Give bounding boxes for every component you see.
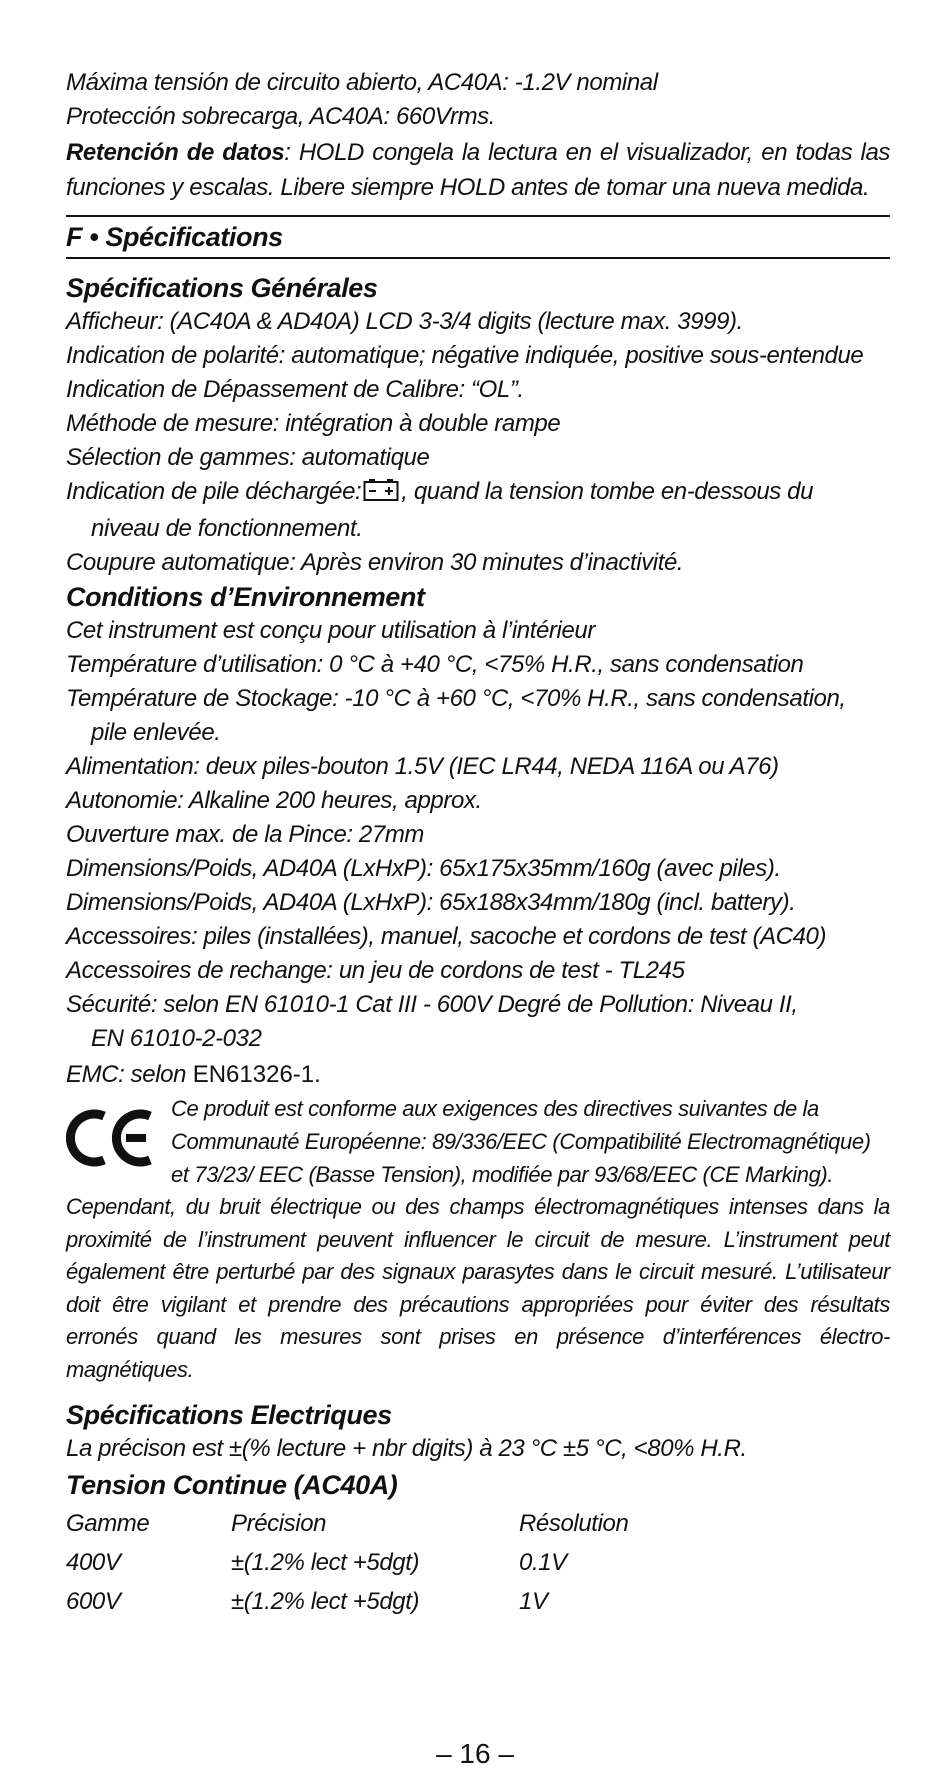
spec-line-overrange: Indication de Dépassement de Calibre: “OL”. [66,376,524,403]
table-row [66,1582,628,1621]
spec-line-auto-off: Coupure automatique: Après environ 30 minutes d’inactivité. [66,549,684,576]
dc-voltage-table [66,1504,628,1621]
spec-line-method: Méthode de mesure: intégration à double rampe [66,410,561,437]
column-header-range: Gamme [66,1509,150,1537]
emc-interference-paragraph: Cependant, du bruit électrique ou des champs électromagnétiques intenses dans la proximité de l’instrument peuvent influencer le circuit de mesure. L’instrument peut également être perturbé par des signaux parasytes dans le circuit mesuré. L’utilisateur doit être vigilant et prendre des précautions appropriées pour éviter des résultats erronés quand les mesures sont prises en présence d’interférences électro-magnétiques. [66,1194,890,1382]
env-line-emc [66,1058,890,1092]
env-line-power: Alimentation: deux piles-bouton 1.5V (IEC LR44, NEDA 116A ou A76) [66,753,779,780]
env-line-dimensions-2: Dimensions/Poids, AD40A (LxHxP): 65x188x34mm/180g (incl. battery). [66,889,796,916]
env-line-accessories: Accessoires: piles (installées), manuel, sacoche et cordons de test (AC40) [66,923,827,950]
cell-range: 600V [66,1587,121,1615]
env-line-storage-temp: Température de Stockage: -10 °C à +60 °C, <70% H.R., sans condensation, [66,685,846,712]
ce-compliance-block [66,1092,890,1191]
data-retention-paragraph [66,135,890,205]
column-header-precision: Précision [231,1509,327,1537]
env-line-operating-temp: Température d’utilisation: 0 °C à +40 °C, <75% H.R., sans condensation [66,651,804,678]
column-header-resolution: Résolution [519,1509,629,1537]
cell-range: 400V [66,1548,121,1576]
env-line-spare-accessories: Accessoires de rechange: un jeu de cordons de test - TL245 [66,957,685,984]
env-line-autonomy: Autonomie: Alkaline 200 heures, approx. [66,787,482,814]
cell-resolution: 1V [519,1587,548,1615]
spec-line-display: Afficheur: (AC40A & AD40A) LCD 3-3/4 digits (lecture max. 3999). [66,308,743,335]
cell-precision: ±(1.2% lect +5dgt) [231,1548,420,1576]
page-number: – 16 – [436,1738,514,1769]
section-bottom-rule [66,257,890,259]
ce-declaration [171,1092,871,1191]
ce-line-2: Communauté Européenne: 89/336/EEC (Compatibilité Electromagnétique) [171,1129,871,1154]
ce-line-3: et 73/23/ EEC (Basse Tension), modifiée par 93/68/EEC (CE Marking). [171,1162,834,1187]
env-line-indoor: Cet instrument est conçu pour utilisation à l’intérieur [66,617,595,644]
spec-line-low-battery [66,475,890,512]
env-line-safety: Sécurité: selon EN 61010-1 Cat III - 600V Degré de Pollution: Niveau II, [66,991,798,1018]
environment-heading: Conditions d’Environnement [66,582,425,612]
table-header-row [66,1504,628,1543]
emc-value: EN61326-1. [186,1061,321,1088]
intro-line-voltage: Máxima tensión de circuito abierto, AC40A: -1.2V nominal [66,69,658,96]
low-battery-label: Indication de pile déchargée: [66,478,362,505]
electrical-specs-heading: Spécifications Electriques [66,1400,392,1430]
env-line-storage-temp-cont: pile enlevée. [91,719,221,746]
ce-line-1: Ce produit est conforme aux exigences des directives suivantes de la [171,1096,819,1121]
ce-mark-logo [66,1106,158,1170]
cell-resolution: 0.1V [519,1548,567,1576]
spec-line-range-select: Sélection de gammes: automatique [66,444,430,471]
env-line-dimensions-1: Dimensions/Poids, AD40A (LxHxP): 65x175x35mm/160g (avec piles). [66,855,781,882]
general-specs-heading: Spécifications Générales [66,273,378,303]
data-retention-label: Retención de datos [66,139,285,166]
document-page [66,66,890,1621]
data-retention-text: : HOLD congela la lectura en el visualizador, en todas las funciones y escalas. Libere siempre HOLD antes de tomar una nueva medida. [66,139,890,201]
env-line-jaw-opening: Ouverture max. de la Pince: 27mm [66,821,425,848]
intro-line-overload: Protección sobrecarga, AC40A: 660Vrms. [66,103,496,130]
section-title: F • Spécifications [66,222,283,252]
dc-voltage-heading: Tension Continue (AC40A) [66,1470,398,1500]
low-battery-text: , quand la tension tombe en-dessous du [401,478,814,505]
table-row [66,1543,628,1582]
spec-line-low-battery-cont: niveau de fonctionnement. [91,515,363,542]
env-line-safety-cont: EN 61010-2-032 [91,1025,262,1052]
spec-line-polarity: Indication de polarité: automatique; négative indiquée, positive sous-entendue [66,342,864,369]
cell-precision: ±(1.2% lect +5dgt) [231,1587,420,1615]
emc-label: EMC: selon [66,1061,187,1088]
battery-icon [363,478,399,512]
precision-statement: La précison est ±(% lecture + nbr digits) à 23 °C ±5 °C, <80% H.R. [66,1435,747,1462]
